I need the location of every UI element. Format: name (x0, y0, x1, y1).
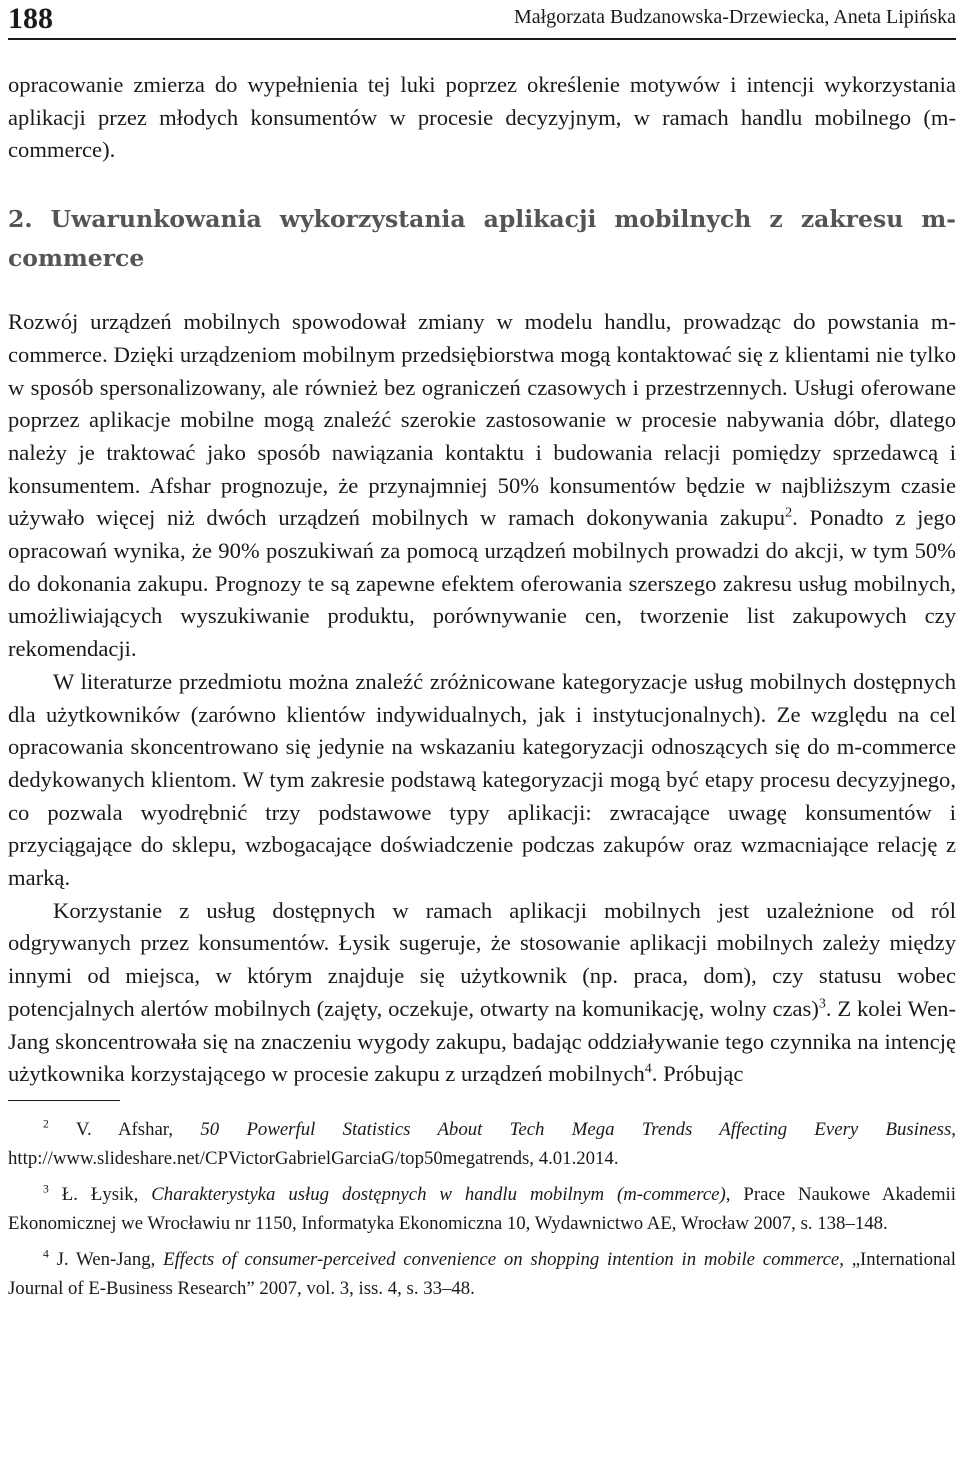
header-rule (8, 38, 956, 40)
paragraph-3 (8, 895, 956, 1091)
footnote-author: J. Wen-Jang, (56, 1248, 164, 1270)
footnote-3 (8, 1180, 956, 1238)
footnote-details: , Prace Naukowe Akademii Ekonomicznej we Wrocławiu nr 1150, Informatyka Ekonomiczna 10, Wydawnictwo AE, Wrocław 2007, s. 138–148. (8, 1183, 956, 1234)
footnote-2 (8, 1115, 956, 1173)
section-title: Uwarunkowania wykorzystania aplikacji mobilnych z zakresu m-commerce (8, 205, 956, 273)
footnotes (8, 1115, 956, 1303)
footnote-rule (8, 1100, 120, 1101)
footnote-4 (8, 1245, 956, 1303)
paragraph-3-text-b: . Z kolei Wen-Jang skoncentrowała się na znaczeniu wygody zakupu, badając oddziaływanie tego czynnika na intencję użytkownika korzystającego w procesie zakupu z urządzeń mobilnych (8, 995, 956, 1087)
paragraph-1-text-a: Rozwój urządzeń mobilnych spowodował zmiany w modelu handlu, prowadząc do powstania m-commerce. Dzięki urządzeniom mobilnym przedsiębiorstwa mogą kontaktować się z klientami nie tylko w sposób spersonalizowany, ale również bez ograniczeń czasowych i przestrzennych. Usługi oferowane poprzez aplikacje mobilne mogą znaleźć szerokie zastosowanie w procesie nabywania dóbr, dlatego należy je traktować jako sposób nawiązania kontaktu i budowania relacji pomiędzy sprzedawcą i konsumentem. Afshar prognozuje, że przynajmniej 50% konsumentów będzie w najbliższym czasie używało więcej niż dwóch urządzeń mobilnych w ramach dokonywania zakupu (8, 309, 956, 531)
document-page (8, 0, 956, 1484)
footnote-title: Charakterystyka usług dostępnych w handlu mobilnym (m-commerce) (151, 1183, 726, 1205)
page-number: 188 (8, 2, 53, 35)
footnote-title: 50 Powerful Statistics About Tech Mega Trends Affecting Every Business (200, 1118, 952, 1140)
running-header (8, 0, 956, 40)
footnote-number: 2 (43, 1117, 49, 1131)
footnote-number: 3 (43, 1182, 49, 1196)
footnote-title: Effects of consumer-perceived convenience on shopping intention in mobile commerce (163, 1248, 840, 1270)
footnote-author: Ł. Łysik, (61, 1183, 152, 1205)
intro-paragraph: opracowanie zmierza do wypełnienia tej luki poprzez określenie motywów i intencji wykorzystania aplikacji przez młodych konsumentów w procesie decyzyjnym, w ramach handlu mobilnego (m-commerce). (8, 72, 956, 163)
section-heading (8, 200, 956, 278)
footnote-number: 4 (43, 1247, 49, 1261)
footnote-ref-2: 2 (785, 505, 793, 521)
paragraph-1-text-b: . Ponadto z jego opracowań wynika, że 90% poszukiwań za pomocą urządzeń mobilnych prowadzi do akcji, w tym 50% do dokonania zakupu. Prognozy te są zapewne efektem oferowania szerszego zakresu usług mobilnych, umożliwiających wyszukiwanie produktu, porównywanie cen, tworzenie list zakupowych czy rekomendacji. (8, 505, 956, 662)
footnote-author: V. Afshar, (75, 1118, 201, 1140)
header-authors: Małgorzata Budzanowska-Drzewiecka, Aneta Lipińska (513, 6, 956, 28)
footnote-ref-3: 3 (818, 996, 826, 1012)
footnote-details: , http://www.slideshare.net/CPVictorGabrielGarciaG/top50megatrends, 4.01.2014. (8, 1118, 956, 1169)
paragraph-1 (8, 306, 956, 666)
paragraph-2: W literaturze przedmiotu można znaleźć zróżnicowane kategoryzacje usług mobilnych dostępnych dla użytkowników (zarówno klientów indywidualnych, jak i instytucjonalnych). Ze względu na cel opracowania skoncentrowano się jedynie na wskazaniu kategoryzacji odnoszących się do m-commerce dedykowanych klientom. W tym zakresie podstawą kategoryzacji mogą być etapy procesu decyzyjnego, co pozwala wyodrębnić trzy podstawowe typy aplikacji: zwracające uwagę konsumentów i przyciągające do sklepu, wzbogacające doświadczenie podczas zakupów oraz wzmacniające relację z marką. (8, 668, 956, 891)
body-text (8, 69, 956, 1091)
paragraph-3-text-a: Korzystanie z usług dostępnych w ramach aplikacji mobilnych jest uzależnione od ról odgrywanych przez konsumentów. Łysik sugeruje, że stosowanie aplikacji mobilnych zależy między innymi od miejsca, w którym znajduje się użytkownik (np. praca, dom), czy statusu wobec potencjalnych alertów mobilnych (zajęty, oczekuje, otwarty na komunikację, wolny czas) (8, 897, 956, 1021)
section-number: 2. (8, 205, 33, 234)
paragraph-3-text-c: . Próbując (651, 1061, 744, 1087)
footnote-ref-4: 4 (644, 1061, 652, 1077)
footnote-details: , „International Journal of E-Business Research” 2007, vol. 3, iss. 4, s. 33–48. (8, 1248, 956, 1299)
